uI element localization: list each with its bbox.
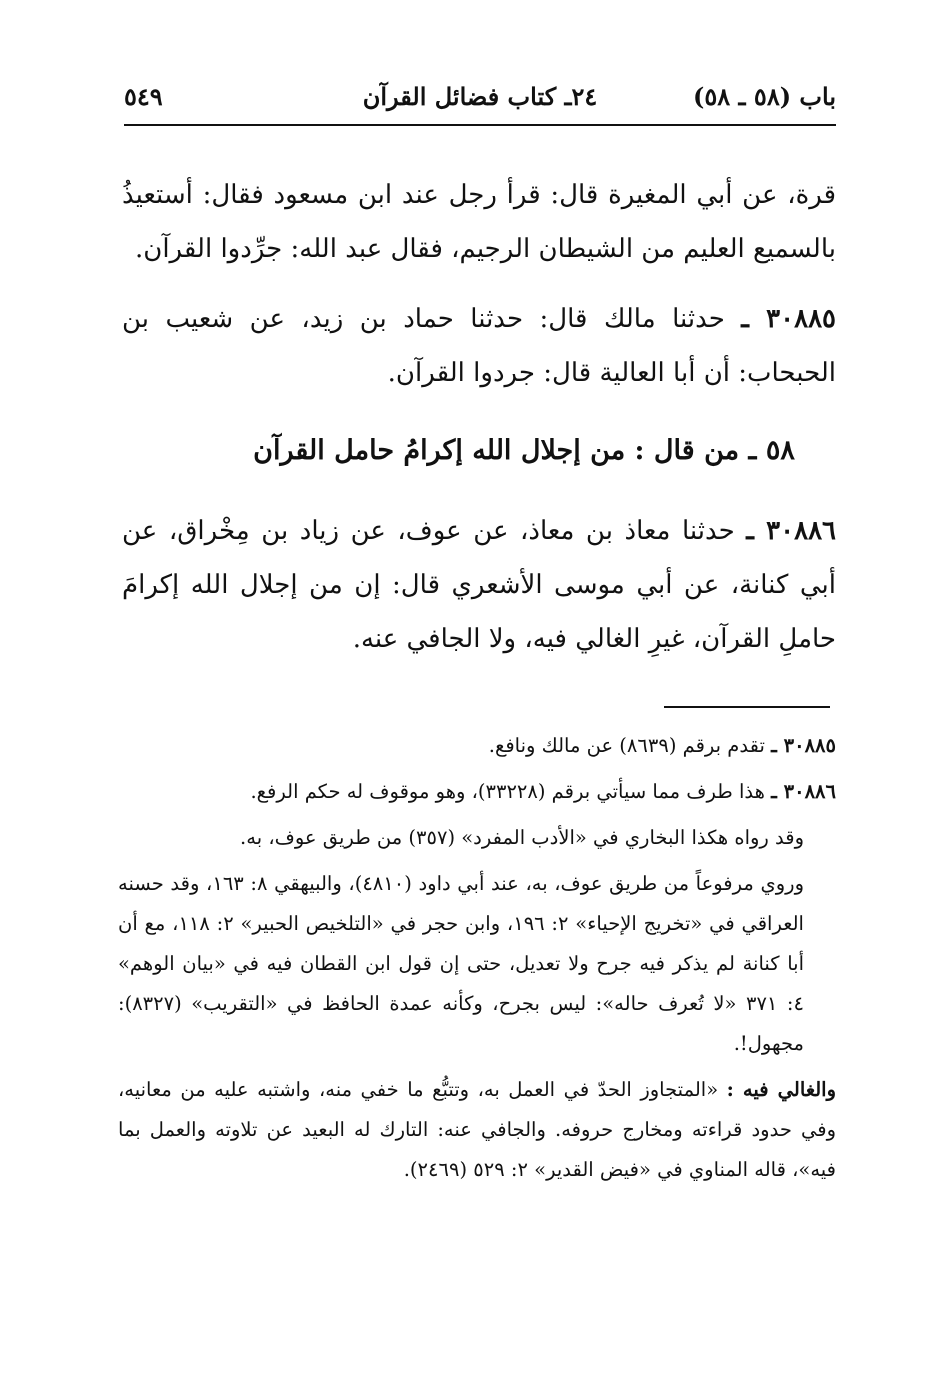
section-heading: ٥٨ ـ من قال : من إجلال الله إكرامُ حامل القرآن (253, 435, 795, 466)
note-bukhari: وقد رواه هكذا البخاري في «الأدب المفرد» (٣٥٧) من طريق عوف، به. (240, 826, 804, 849)
chapter-title: باب (٥٨ ـ ٥٨) (693, 82, 836, 111)
main-text (122, 168, 836, 666)
header-divider (124, 124, 836, 126)
hadith-text: حدثنا معاذ بن معاذ، عن عوف، عن زياد بن مِخْراق، عن أبي كنانة، عن أبي موسى الأشعري قال: إن من إجلال الله إكرامَ حاملِ القرآن، غيرِ الغالي فيه، ولا الجافي عنه. (122, 516, 836, 654)
hadith-number: ٣٠٨٨٦ ـ (746, 516, 836, 546)
footnote-divider (664, 706, 830, 708)
page-header (124, 82, 836, 122)
note-text: تقدم برقم (٨٦٣٩) عن مالك ونافع. (488, 734, 772, 757)
note-marfu: وروي مرفوعاً من طريق عوف، به، عند أبي داود (٤٨١٠)، والبيهقي ٨: ١٦٣، وقد حسنه العراقي في «تخريج الإحياء» ٢: ١٩٦، وابن حجر في «التلخيص الحبير» ٢: ١١٨، مع أن أبا كنانة لم يذكر فيه جرح ولا تعديل، حتى إن قول ابن القطان فيه في «بيان الوهم» ٤: ٣٧١ «لا تُعرف حاله»: ليس بجرح، وكأنه عمدة الحافظ في «التقريب» (٨٣٢٧): مجهول!. (118, 872, 804, 1055)
footnotes (118, 726, 836, 1196)
book-title: ٢٤ـ كتاب فضائل القرآن (362, 82, 598, 111)
note-text: هذا طرف مما سيأتي برقم (٣٣٢٢٨)، وهو موقوف له حكم الرفع. (250, 780, 772, 803)
note-30885 (118, 726, 836, 766)
hadith-30885 (122, 292, 836, 400)
page-number: ٥٤٩ (124, 82, 163, 111)
note-number: ٣٠٨٨٦ ـ (771, 780, 836, 803)
continuation-paragraph: قرة، عن أبي المغيرة قال: قرأ رجل عند ابن مسعود فقال: أستعيذُ بالسميع العليم من الشيطان الرجيم، فقال عبد الله: جرِّدوا القرآن. (122, 180, 836, 264)
hadith-number: ٣٠٨٨٥ ـ (741, 304, 836, 334)
hadith-text: حدثنا مالك قال: حدثنا حماد بن زيد، عن شعيب بن الحبحاب: أن أبا العالية قال: جردوا القرآن. (122, 304, 836, 388)
note-text: «المتجاوز الحدّ في العمل به، وتتبُّع ما خفي منه، واشتبه عليه من معانيه، وفي حدود قراءته ومخارج حروفه. والجافي عنه: التارك له البعيد عن تلاوته والعمل بما فيه»، قاله المناوي في «فيض القدير» ٢: ٥٢٩ (٢٤٦٩). (118, 1078, 836, 1181)
note-lead-term: والغالي فيه : (726, 1078, 836, 1101)
note-30886 (118, 772, 836, 812)
note-ghali (118, 1070, 836, 1190)
hadith-30886 (122, 504, 836, 666)
note-number: ٣٠٨٨٥ ـ (771, 734, 836, 757)
